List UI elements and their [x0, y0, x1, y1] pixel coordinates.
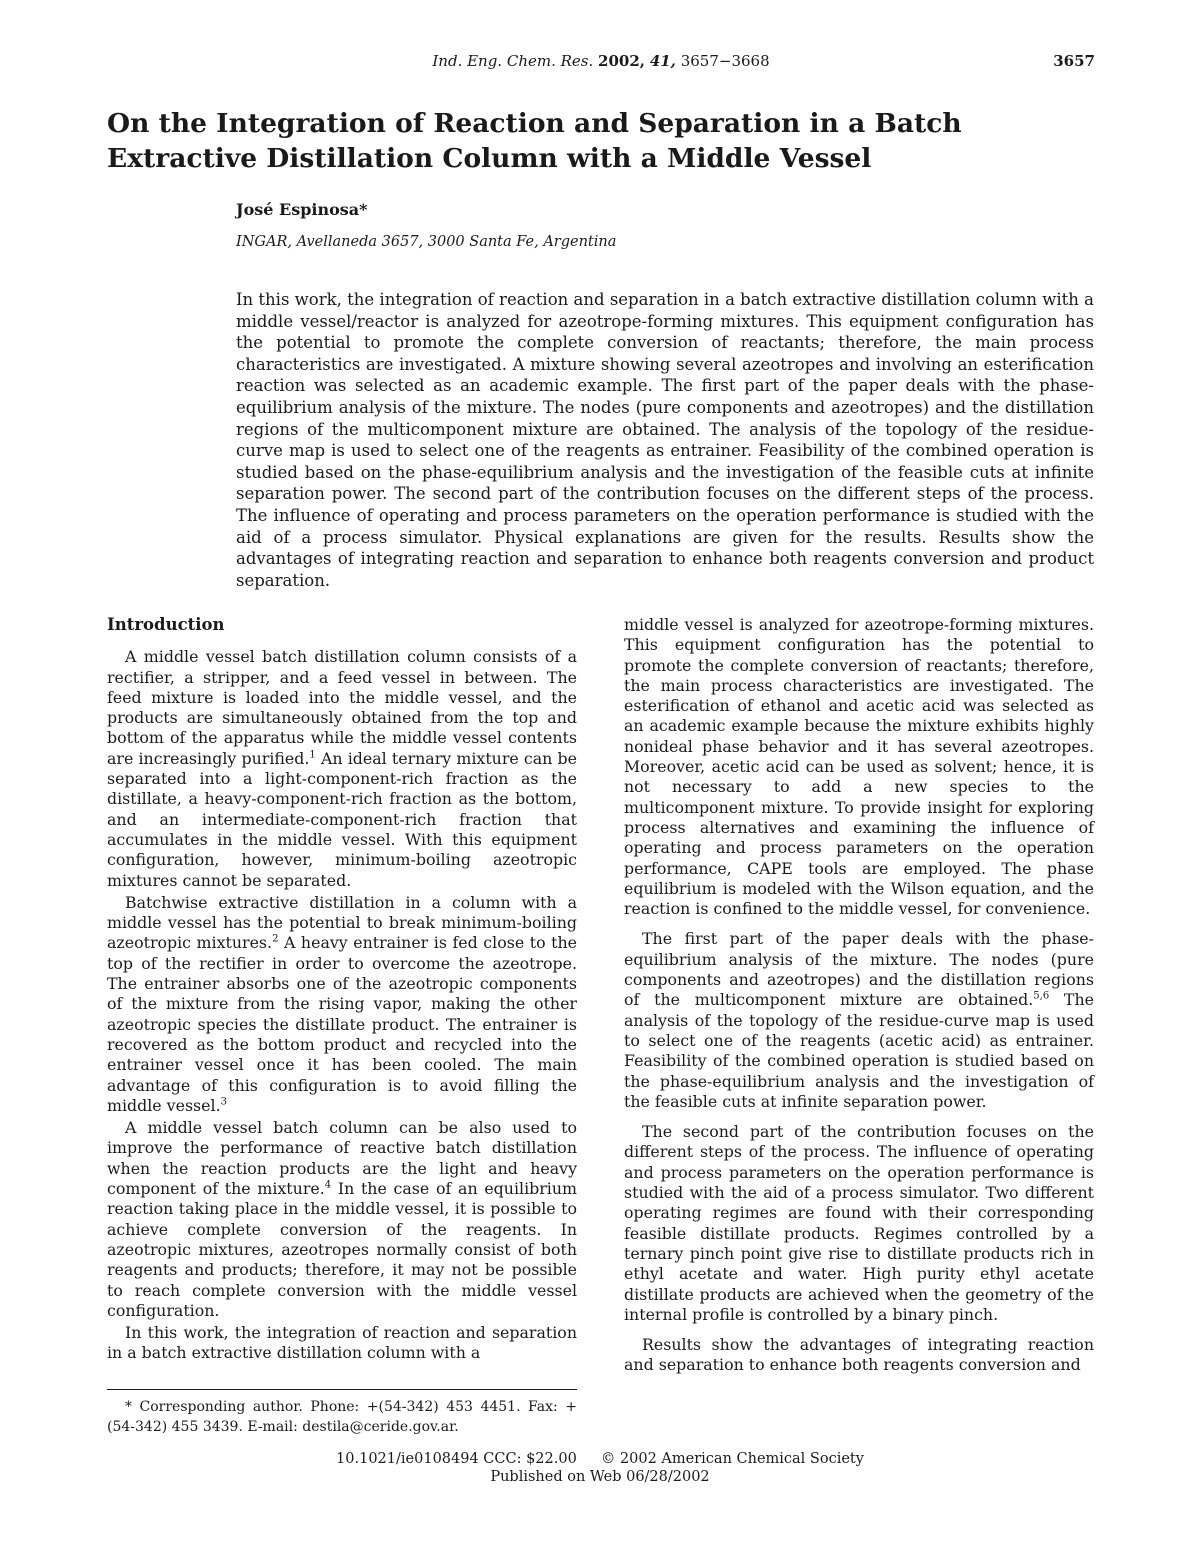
right-paragraph-1: middle vessel is analyzed for azeotrope-forming mixtures. This equipment configuration has the potential to promote the complete conversion of reactants; therefore, the main process characteristics are investigated. The esterification of ethanol and acetic acid was selected as an academic example because the mixture exhibits highly nonideal phase behavior and it has several azeotropes. Moreover, acetic acid can be used as solvent; hence, it is not necessary to add a new species to the multicomponent mixture. To provide insight for exploring process alternatives and examining the influence of operating and process parameters on the operation performance, CAPE tools are employed. The phase equilibrium is modeled with the Wilson equation, and the reaction is confined to the middle vessel, for convenience.: [624, 615, 1094, 919]
journal-volume: 41,: [649, 52, 676, 70]
title-line-1: On the Integration of Reaction and Separation in a Batch: [107, 108, 962, 139]
title-line-2: Extractive Distillation Column with a Middle Vessel: [107, 143, 872, 174]
affiliation: INGAR, Avellaneda 3657, 3000 Santa Fe, Argentina: [236, 234, 617, 250]
section-heading-introduction: Introduction: [107, 615, 225, 634]
citation-ref: 3: [220, 1096, 227, 1108]
journal-name: Ind. Eng. Chem. Res.: [432, 52, 594, 70]
footnote-divider: [107, 1389, 577, 1390]
right-column: [624, 615, 1094, 1376]
right-paragraph-3: The second part of the contribution focuses on the different steps of the process. The influence of operating and process parameters on the operation performance is studied with the aid of a process simulator. Two different operating regimes are found with their corresponding feasible distillate products. Regimes controlled by a ternary pinch point give rise to distillate products rich in ethyl acetate and water. High purity ethyl acetate distillate products are achieved when the geometry of the internal profile is controlled by a binary pinch.: [624, 1122, 1094, 1324]
abstract: In this work, the integration of reaction and separation in a batch extractive distillation column with a middle vessel/reactor is analyzed for azeotrope-forming mixtures. This equipment configuration has the potential to promote the complete conversion of reactants; therefore, the main process characteristics are investigated. A mixture showing several azeotropes and involving an esterification reaction was selected as an academic example. The first part of the paper deals with the phase-equilibrium analysis of the mixture. The nodes (pure components and azeotropes) and the distillation regions of the multicomponent mixture are obtained. The analysis of the topology of the residue-curve map is used to select one of the reagents as entrainer. Feasibility of the combined operation is studied based on the phase-equilibrium analysis and the investigation of the feasible cuts at infinite separation power. The second part of the contribution focuses on the different steps of the process. The influence of operating and process parameters on the operation performance is studied with the aid of a process simulator. Physical explanations are given for the results. Results show the advantages of integrating reaction and separation to enhance both reagents conversion and product separation.: [236, 290, 1094, 590]
page-number: 3657: [1053, 52, 1095, 70]
journal-citation: [107, 52, 1095, 70]
citation-ref: 2: [272, 934, 279, 946]
citation-ref: 5,6: [1033, 991, 1050, 1003]
right-paragraph-4: Results show the advantages of integrating reaction and separation to enhance both reagents conversion and: [624, 1335, 1094, 1375]
copyright: © 2002 American Chemical Society: [600, 1451, 864, 1467]
citation-ref: 1: [309, 749, 316, 761]
left-column: [107, 615, 577, 1364]
intro-paragraph-1: A middle vessel batch distillation column consists of a rectifier, a stripper, and a feed vessel in between. The feed mixture is loaded into the middle vessel, and the products are simultaneously obtained from the top and bottom of the apparatus while the middle vessel contents are increasingly purified.$^1$ An ideal ternary mixture can be separated into a light-component-rich fraction as the distillate, a heavy-component-rich fraction as the bottom, and an intermediate-component-rich fraction that accumulates in the middle vessel. With this equipment configuration, however, minimum-boiling azeotropic mixtures cannot be separated.: [107, 647, 577, 890]
doi-line: 10.1021/ie0108494 CCC: $22.00: [336, 1451, 577, 1467]
paper-title: [107, 106, 1007, 176]
intro-paragraph-2: Batchwise extractive distillation in a column with a middle vessel has the potential to break minimum-boiling azeotropic mixtures.$^2$ A heavy entrainer is fed close to the top of the rectifier in order to overcome the azeotrope. The entrainer absorbs one of the azeotropic components of the mixture from the rising vapor, making the other azeotropic species the distillate product. The entrainer is recovered as the bottom product and recycled into the entrainer vessel once it has been cooled. The main advantage of this configuration is to avoid filling the middle vessel.$^3$: [107, 892, 577, 1115]
running-header: [107, 52, 1095, 74]
intro-paragraph-4: In this work, the integration of reaction and separation in a batch extractive distillation column with a: [107, 1323, 577, 1363]
author: José Espinosa*: [236, 200, 368, 219]
journal-pages: 3657−3668: [680, 52, 770, 70]
right-paragraph-2: The first part of the paper deals with the phase-equilibrium analysis of the mixture. The nodes (pure components and azeotropes) and the distillation regions of the multicomponent mixture are obtained.$^{5,6}$ The analysis of the topology of the residue-curve map is used to select one of the reagents (acetic acid) as entrainer. Feasibility of the combined operation is studied based on the phase-equilibrium analysis and the investigation of the feasible cuts at infinite separation power.: [624, 929, 1094, 1111]
corresponding-author-footnote: * Corresponding author. Phone: +(54-342) 453 4451. Fax: +(54-342) 455 3439. E-mail: destila@ceride.gov.ar.: [107, 1399, 577, 1435]
citation-ref: 4: [324, 1179, 332, 1191]
published-date: Published on Web 06/28/2002: [490, 1469, 710, 1485]
page-footer: [0, 1450, 1200, 1486]
journal-year: 2002,: [598, 52, 646, 70]
intro-paragraph-3: A middle vessel batch column can be also used to improve the performance of reactive batch distillation when the reaction products are the light and heavy component of the mixture.$^4$ In the case of an equilibrium reaction taking place in the middle vessel, it is possible to achieve complete conversion of the reagents. In azeotropic mixtures, azeotropes normally consist of both reagents and products; therefore, it may not be possible to reach complete conversion with the middle vessel configuration.: [107, 1118, 577, 1320]
